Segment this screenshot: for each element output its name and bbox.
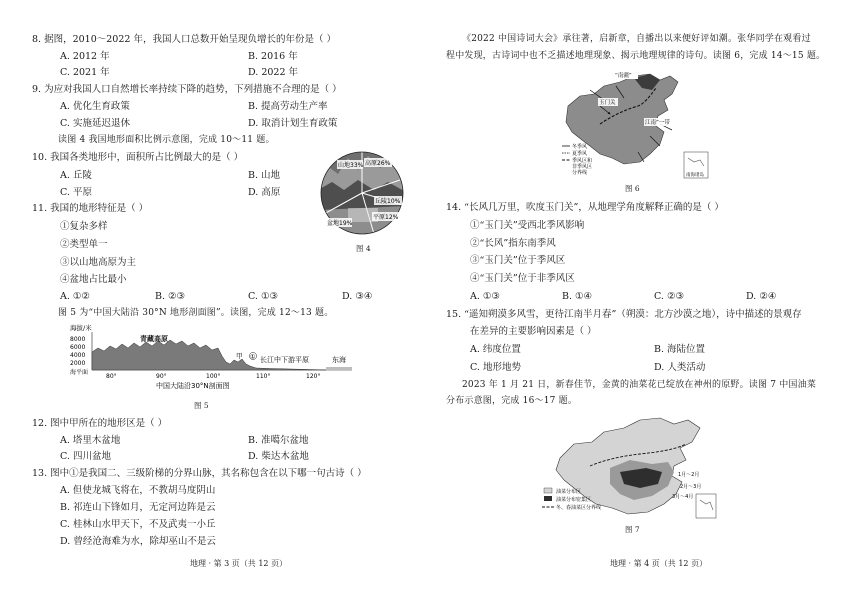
fig5-xtick-100: 100° (206, 373, 221, 380)
fig6-legend-boundary-2: 非季风区 (572, 164, 593, 170)
intro-q16-line1: 2023 年 1 月 21 日，新春佳节，金黄的油菜花已绽放在神州的原野。读图 7 中国油菜 (462, 380, 817, 390)
q15-option-b: B. 海陆位置 (654, 344, 706, 355)
q8-stem: 8. 据图，2010～2022 年，我国人口总数开始呈现负增长的年份是（ ） (32, 34, 336, 45)
fig6-label-hx: “南疆” (615, 73, 632, 79)
left-page-footer: 地理 · 第 3 页（共 12 页） (190, 559, 288, 568)
q14-choice-4: ④“玉门关”位于非季风区 (470, 273, 575, 284)
q14-option-d: D. ②④ (746, 291, 777, 302)
fig7-caption: 图 7 (625, 525, 640, 534)
q8-option-a: A. 2012 年 (60, 51, 110, 62)
fig4-caption: 图 4 (356, 244, 371, 253)
fig5-xtick-80: 80° (106, 373, 117, 380)
fig5-xtick-120: 120° (306, 373, 321, 380)
q13-option-a: A. 但使龙城飞将在，不教胡马度阴山 (60, 485, 216, 496)
fig5-label-plain: 长江中下游平原 (260, 356, 309, 364)
fig5-label-jia: 甲 (236, 352, 243, 360)
fig5-label-sea: 东海 (332, 356, 346, 364)
q8-option-b: B. 2016 年 (248, 51, 298, 62)
fig7-date-2: 2月～3月 (680, 484, 702, 490)
q11-choice-1: ①复杂多样 (60, 221, 108, 232)
fig6-legend-summer: 夏季风 (572, 151, 588, 157)
fig5-ytick-4000: 4000 (70, 352, 86, 359)
fig5-sea-level: 海平面 (70, 369, 89, 376)
q14-choice-3: ③“玉门关”位于季风区 (470, 255, 566, 266)
q14-option-a: A. ①③ (470, 291, 500, 302)
q9-option-c: C. 实施延迟退休 (60, 118, 130, 129)
q10-option-d: D. 高原 (248, 187, 281, 198)
q15-option-d: D. 人类活动 (654, 362, 706, 373)
fig7-legend-area: 油菜分布区 (556, 489, 582, 495)
fig5-marker-1: ① (250, 353, 256, 361)
right-page-footer: 地理 · 第 4 页（共 12 页） (610, 559, 708, 568)
q10-stem: 10. 我国各类地形中，面积所占比例最大的是（ ） (32, 152, 244, 163)
intro-q14-line2: 程中发现，古诗词中也不乏描述地理现象、揭示地理规律的诗句。读图 6，完成 14～15 题。 (446, 51, 826, 61)
fig7-date-1: 1月～2月 (678, 472, 700, 478)
q15-option-a: A. 纬度位置 (470, 344, 521, 355)
q13-option-d: D. 曾经沧海难为水，除却巫山不是云 (60, 536, 216, 547)
figure-6-monsoon-map (560, 66, 710, 180)
q13-stem: 13. 图中①是我国二、三级阶梯的分界山脉，其名称包含在以下哪一句古诗（ ） (32, 468, 367, 479)
figure-7-rapeseed-map (540, 414, 720, 520)
fig5-label-plateau: 青藏高原 (140, 335, 168, 343)
fig5-title: 中国大陆沿30°N剖面图 (156, 382, 230, 390)
fig5-ylabel: 海拔/米 (70, 324, 92, 332)
q9-option-b: B. 提高劳动生产率 (248, 101, 328, 112)
fig5-xtick-90: 90° (156, 373, 167, 380)
q14-option-b: B. ①④ (562, 291, 593, 302)
q15-stem-line2: 在差异的主要影响因素是（ ） (470, 326, 597, 337)
q9-option-d: D. 取消计划生育政策 (248, 118, 338, 129)
fig5-caption: 图 5 (194, 401, 209, 410)
q14-choice-2: ②“长风”指东南季风 (470, 238, 556, 249)
fig6-inset-label: 南海诸岛 (686, 173, 704, 178)
intro-q16-line2: 分布示意图，完成 16～17 题。 (446, 396, 578, 406)
q11-option-c: C. ①③ (248, 291, 279, 302)
figure-4-terrain-pie (318, 150, 406, 236)
figure-5-profile (70, 322, 360, 400)
fig6-label-jiangnan: 江南”一带 (645, 120, 670, 126)
q12-stem: 12. 图中甲所在的地形区是（ ） (32, 418, 168, 429)
q10-option-c: C. 平原 (60, 187, 92, 198)
fig5-ytick-6000: 6000 (70, 344, 86, 351)
q15-option-c: C. 地形地势 (470, 362, 521, 373)
fig4-label-pingyuan: 平原12% (373, 214, 399, 221)
q14-stem: 14. “长风几万里，吹度玉门关”，从地理学角度解释正确的是（ ） (446, 202, 724, 213)
intro-q14-line1: 《2022 中国诗词大会》承往著，启新章，自播出以来便好评如潮。张华同学在观看过 (462, 34, 811, 44)
q12-option-b: B. 准噶尔盆地 (248, 435, 309, 446)
q12-option-a: A. 塔里木盆地 (60, 435, 121, 446)
fig7-date-3: 3月～4月 (672, 494, 694, 500)
q13-option-c: C. 桂林山水甲天下，不及武夷一小丘 (60, 519, 216, 530)
q12-option-d: D. 柴达木盆地 (248, 451, 309, 462)
fig7-legend-boundary: 冬、春油菜区分界线 (556, 505, 602, 511)
q12-option-c: C. 四川盆地 (60, 451, 111, 462)
fig4-label-qiuling: 丘陵10% (375, 198, 401, 205)
q11-choice-4: ④盆地占比最小 (60, 274, 127, 285)
fig5-ytick-2000: 2000 (70, 360, 86, 367)
fig4-label-shandi: 山地33% (338, 162, 364, 169)
fig6-legend-winter: 冬季风 (572, 144, 588, 150)
q8-option-d: D. 2022 年 (248, 67, 299, 78)
q11-choice-2: ②类型单一 (60, 239, 108, 250)
q9-stem: 9. 为应对我国人口自然增长率持续下降的趋势，下列措施不合理的是（ ） (32, 84, 342, 95)
fig6-label-yumenguan: 玉门关 (599, 100, 616, 106)
fig7-legend-dense: 油菜分布密集区 (556, 497, 592, 503)
q11-choice-3: ③以山地高原为主 (60, 257, 137, 268)
q8-option-c: C. 2021 年 (60, 67, 110, 78)
q13-option-b: B. 祁连山下锋如月，无定河边阵是云 (60, 502, 216, 513)
fig6-legend-boundary-3: 分界线 (572, 170, 588, 176)
q11-option-d: D. ③④ (342, 291, 373, 302)
q14-choice-1: ①“玉门关”受西北季风影响 (470, 220, 585, 231)
q11-stem: 11. 我国的地形特征是（ ） (32, 203, 149, 214)
q14-option-c: C. ②③ (654, 291, 685, 302)
fig4-intro: 读图 4 我国地形面积比例示意图，完成 10～11 题。 (58, 135, 275, 145)
fig5-ytick-8000: 8000 (70, 336, 86, 343)
fig6-legend-boundary-1: 季风区和 (572, 158, 593, 164)
q11-option-b: B. ②③ (155, 291, 186, 302)
fig4-label-pendi: 盆地19% (327, 220, 353, 227)
q10-option-b: B. 山地 (248, 170, 281, 181)
fig5-xtick-110: 110° (256, 373, 271, 380)
fig4-label-gaoyuan: 高原26% (365, 160, 391, 167)
q11-option-a: A. ①② (60, 291, 90, 302)
q10-option-a: A. 丘陵 (60, 170, 92, 181)
q15-stem-line1: 15. “遥知朔漠多风雪，更待江南半月春”（朔漠：北方沙漠之地），诗中描述的景观存 (446, 309, 802, 320)
fig6-caption: 图 6 (625, 184, 640, 193)
fig5-intro: 图 5 为“中国大陆沿 30°N 地形剖面图”。读图，完成 12～13 题。 (58, 308, 334, 318)
q9-option-a: A. 优化生育政策 (60, 101, 130, 112)
